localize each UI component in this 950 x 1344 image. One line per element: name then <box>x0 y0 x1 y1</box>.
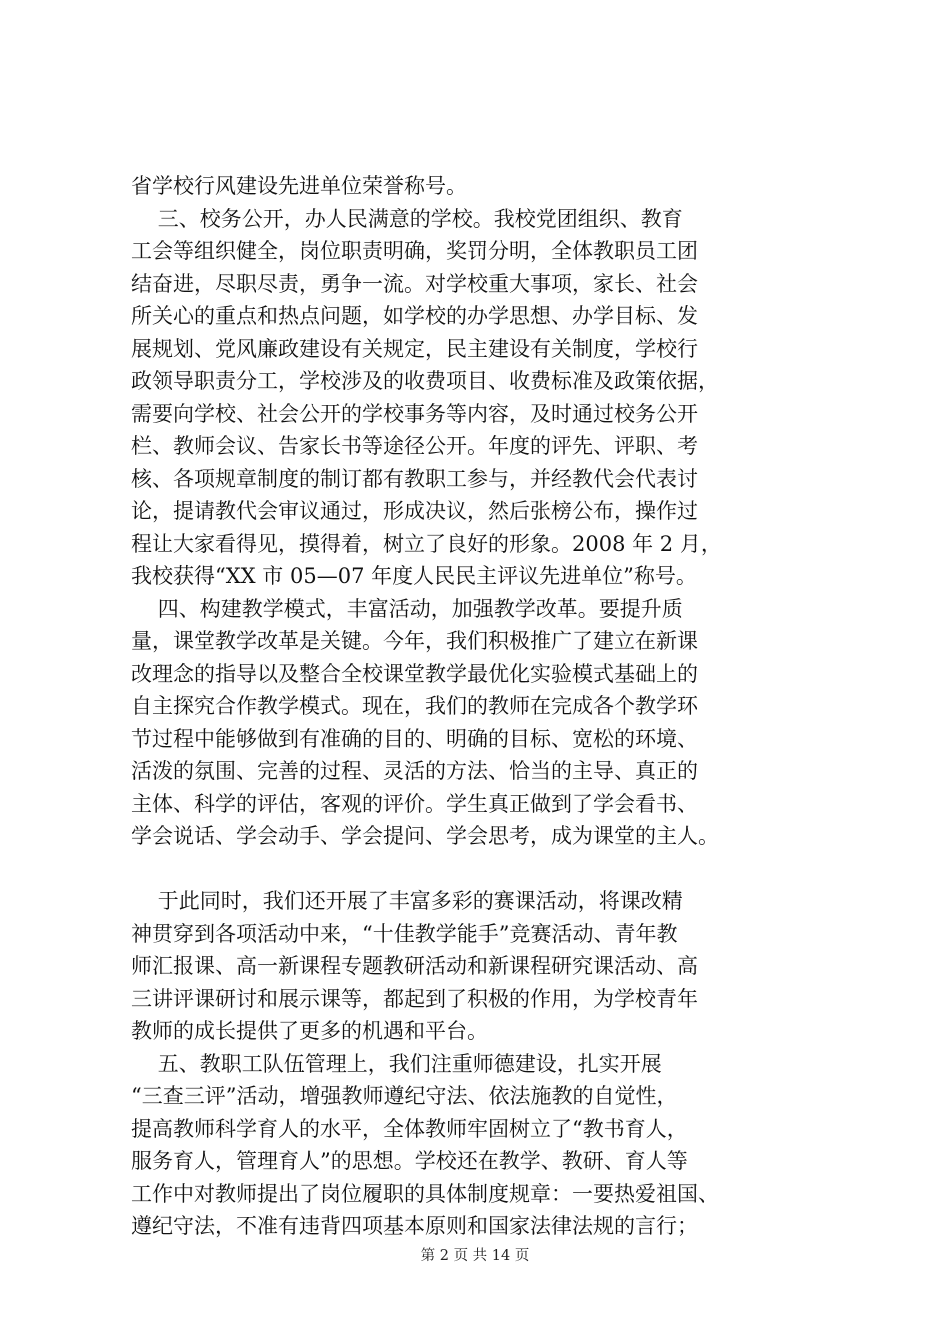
paragraph-5 <box>131 885 831 1048</box>
text-line: 教师的成长提供了更多的机遇和平台。 <box>131 1019 488 1043</box>
text-line: 自主探究合作教学模式。现在，我们的教师在完成各个教学环 <box>131 694 698 718</box>
paragraph-2-tail <box>131 170 831 203</box>
paragraph-4 <box>131 593 831 853</box>
text-line: 神贯穿到各项活动中来，“十佳教学能手”竞赛活动、青年教 <box>131 921 678 946</box>
text-line: 栏、教师会议、告家长书等途径公开。年度的评先、评职、考 <box>131 434 698 458</box>
text-line: 程让大家看得见，摸得着，树立了良好的形象。2008 年 2 月， <box>131 531 722 556</box>
paragraph-6 <box>131 1048 831 1243</box>
text-line: 提高教师科学育人的水平，全体教师牢固树立了“教书育人， <box>131 1116 688 1141</box>
text-line: 于此同时，我们还开展了丰富多彩的赛课活动，将课改精 <box>131 889 683 913</box>
text-line: 论，提请教代会审议通过，形成决议，然后张榜公布，操作过 <box>131 499 698 523</box>
text-line: 所关心的重点和热点问题，如学校的办学思想、办学目标、发 <box>131 304 698 328</box>
text-line: 需要向学校、社会公开的学校事务等内容，及时通过校务公开 <box>131 401 698 426</box>
text-line: 节过程中能够做到有准确的目的、明确的目标、宽松的环境、 <box>131 726 698 751</box>
document-body <box>131 170 831 1243</box>
text-line: 改理念的指导以及整合全校课堂教学最优化实验模式基础上的 <box>131 661 698 686</box>
text-line: 主体、科学的评估，客观的评价。学生真正做到了学会看书、 <box>131 791 698 816</box>
text-line: 核、各项规章制度的制订都有教职工参与，并经教代会代表讨 <box>131 466 698 491</box>
text-line: 量，课堂教学改革是关键。今年，我们积极推广了建立在新课 <box>131 629 698 653</box>
text-line: 政领导职责分工，学校涉及的收费项目、收费标准及政策依据， <box>131 369 719 393</box>
text-line: 三、校务公开，办人民满意的学校。我校党团组织、教育 <box>131 206 683 231</box>
blank-line <box>131 853 831 886</box>
text-line: 工会等组织健全，岗位职责明确，奖罚分明，全体教职员工团 <box>131 239 698 263</box>
text-line: 三讲评课研讨和展示课等，都起到了积极的作用，为学校青年 <box>131 986 698 1011</box>
text-line: 我校获得“XX 市 05—07 年度人民民主评议先进单位”称号。 <box>131 564 697 588</box>
text-line: 服务育人，管理育人”的思想。学校还在教学、教研、育人等 <box>131 1149 688 1173</box>
page-footer: 第 2 页 共 14 页 <box>420 1248 530 1264</box>
text-line: 四、构建教学模式，丰富活动，加强教学改革。要提升质 <box>131 596 683 621</box>
text-line: 展规划、党风廉政建设有关规定，民主建设有关制度，学校行 <box>131 336 698 361</box>
text-line: 师汇报课、高一新课程专题教研活动和新课程研究课活动、高 <box>131 954 698 978</box>
text-line: 遵纪守法，不准有违背四项基本原则和国家法律法规的言行； <box>131 1214 698 1238</box>
text-line: 省学校行风建设先进单位荣誉称号。 <box>131 174 467 198</box>
text-line: 活泼的氛围、完善的过程、灵活的方法、恰当的主导、真正的 <box>131 759 698 783</box>
text-line: “三查三评”活动，增强教师遵纪守法、依法施教的自觉性， <box>131 1084 678 1108</box>
text-line: 结奋进，尽职尽责，勇争一流。对学校重大事项，家长、社会 <box>131 271 698 296</box>
text-line: 五、教职工队伍管理上，我们注重师德建设，扎实开展 <box>131 1051 662 1076</box>
text-line: 工作中对教师提出了岗位履职的具体制度规章：一要热爱祖国、 <box>131 1181 719 1206</box>
paragraph-3 <box>131 203 831 593</box>
text-line: 学会说话、学会动手、学会提问、学会思考，成为课堂的主人。 <box>131 824 719 848</box>
